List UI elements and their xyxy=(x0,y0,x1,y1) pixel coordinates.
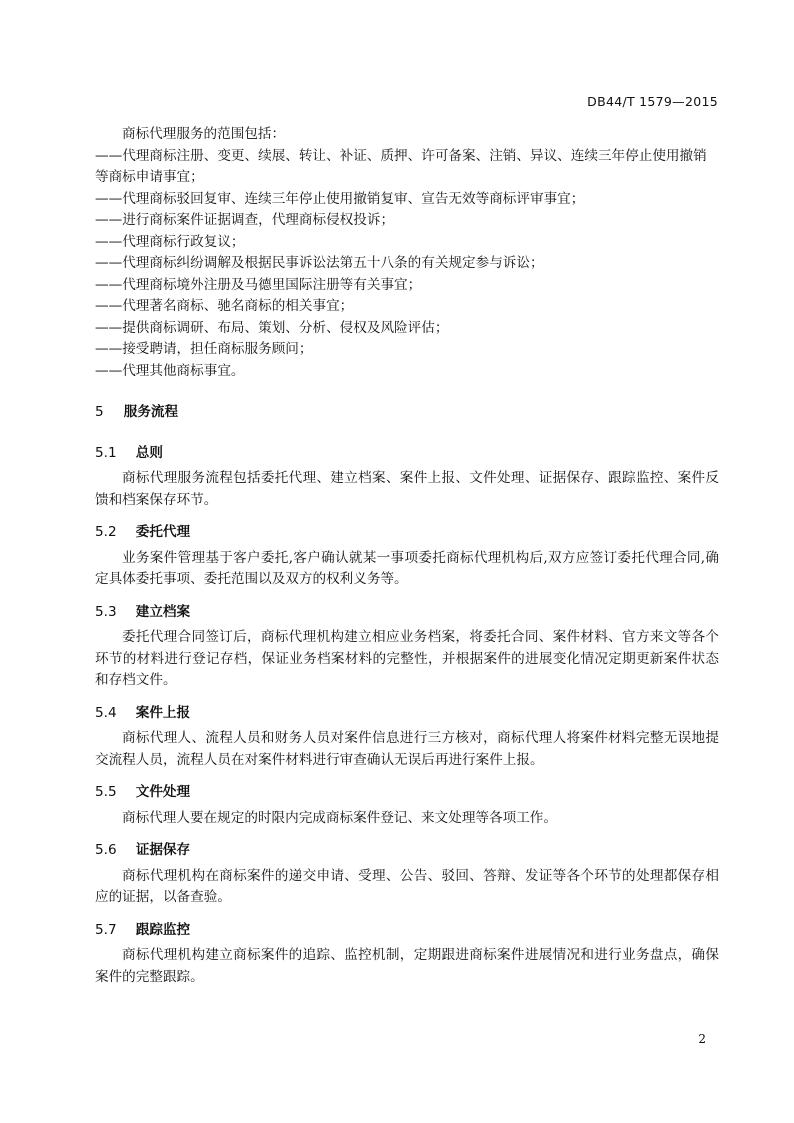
document-code: DB44/T 1579—2015 xyxy=(587,94,718,109)
list-item: ——代理商标纠纷调解及根据民事诉讼法第五十八条的有关规定参与诉讼； xyxy=(95,255,544,271)
subsection-heading-5-4 xyxy=(95,703,719,725)
list-item: ——提供商标调研、布局、策划、分析、侵权及风险评估； xyxy=(95,319,449,336)
subsection-body-5-4: 商标代理人、流程人员和财务人员对案件信息进行三方核对，商标代理人将案件材料完整无误地提交流程人员，流程人员在对案件材料进行审查确认无误后再进行案件上报。 xyxy=(95,730,719,768)
subsection-body-5-6: 商标代理机构在商标案件的递交申请、受理、公告、驳回、答辩、发证等各个环节的处理都保存相应的证据，以备查验。 xyxy=(95,867,719,905)
subsection-body-5-3: 委托代理合同签订后，商标代理机构建立相应业务档案，将委托合同、案件材料、官方来文等各个环节的材料进行登记存档，保证业务档案材料的完整性，并根据案件的进展变化情况定期更新案件状态和存档文件。 xyxy=(95,629,719,688)
list-item: ——代理商标境外注册及马德里国际注册等有关事宜； xyxy=(95,276,422,293)
subsection-number: 5.2 xyxy=(95,524,117,540)
subsection-heading-5-2 xyxy=(95,522,719,544)
list-item: ——接受聘请，担任商标服务顾问； xyxy=(95,341,313,357)
subsection-heading-5-3 xyxy=(95,602,719,624)
section-number: 5 xyxy=(95,404,104,420)
page-content xyxy=(95,124,719,988)
list-item: ——代理商标行政复议； xyxy=(95,233,245,250)
subsection-number: 5.5 xyxy=(95,784,117,800)
subsection-title: 文件处理 xyxy=(135,784,191,800)
subsection-title: 建立档案 xyxy=(135,603,191,620)
subsection-title: 委托代理 xyxy=(135,524,191,540)
list-item: ——代理著名商标、驰名商标的相关事宜； xyxy=(95,298,354,314)
subsection-title: 跟踪监控 xyxy=(135,921,191,938)
section-heading-5 xyxy=(95,402,719,424)
scope-list xyxy=(95,146,719,383)
list-item: ——代理商标注册、变更、续展、转让、补证、质押、许可备案、注销、异议、连续三年停止使用撤销等商标申请事宜； xyxy=(95,147,707,185)
subsection-body-5-1: 商标代理服务流程包括委托代理、建立档案、案件上报、文件处理、证据保存、跟踪监控、案件反馈和档案保存环节。 xyxy=(95,470,719,508)
subsection-number: 5.1 xyxy=(95,444,117,461)
subsection-title: 总则 xyxy=(135,444,163,461)
subsection-heading-5-5 xyxy=(95,782,719,804)
subsection-body-5-2: 业务案件管理基于客户委托,客户确认就某一事项委托商标代理机构后,双方应签订委托代理合同,确定具体委托事项、委托范围以及双方的权利义务等。 xyxy=(95,549,719,587)
list-item: ——代理商标驳回复审、连续三年停止使用撤销复审、宣告无效等商标评审事宜； xyxy=(95,190,585,207)
list-item: ——代理其他商标事宜。 xyxy=(95,362,245,379)
page-number: 2 xyxy=(698,1032,706,1046)
subsection-heading-5-1 xyxy=(95,443,719,465)
subsection-number: 5.7 xyxy=(95,921,117,938)
subsection-heading-5-6 xyxy=(95,840,719,862)
subsection-number: 5.6 xyxy=(95,842,117,858)
subsection-number: 5.4 xyxy=(95,704,117,721)
subsection-body-5-5: 商标代理人要在规定的时限内完成商标案件登记、来文处理等各项工作。 xyxy=(122,809,557,826)
subsection-body-5-7: 商标代理机构建立商标案件的追踪、监控机制，定期跟进商标案件进展情况和进行业务盘点，确保案件的完整跟踪。 xyxy=(95,947,719,985)
subsection-heading-5-7 xyxy=(95,920,719,942)
scope-intro: 商标代理服务的范围包括： xyxy=(122,126,286,142)
subsection-title: 证据保存 xyxy=(135,842,191,858)
list-item: ——进行商标案件证据调查，代理商标侵权投诉； xyxy=(95,212,395,228)
subsection-number: 5.3 xyxy=(95,603,117,620)
subsection-title: 案件上报 xyxy=(135,704,191,721)
section-title: 服务流程 xyxy=(123,404,179,420)
